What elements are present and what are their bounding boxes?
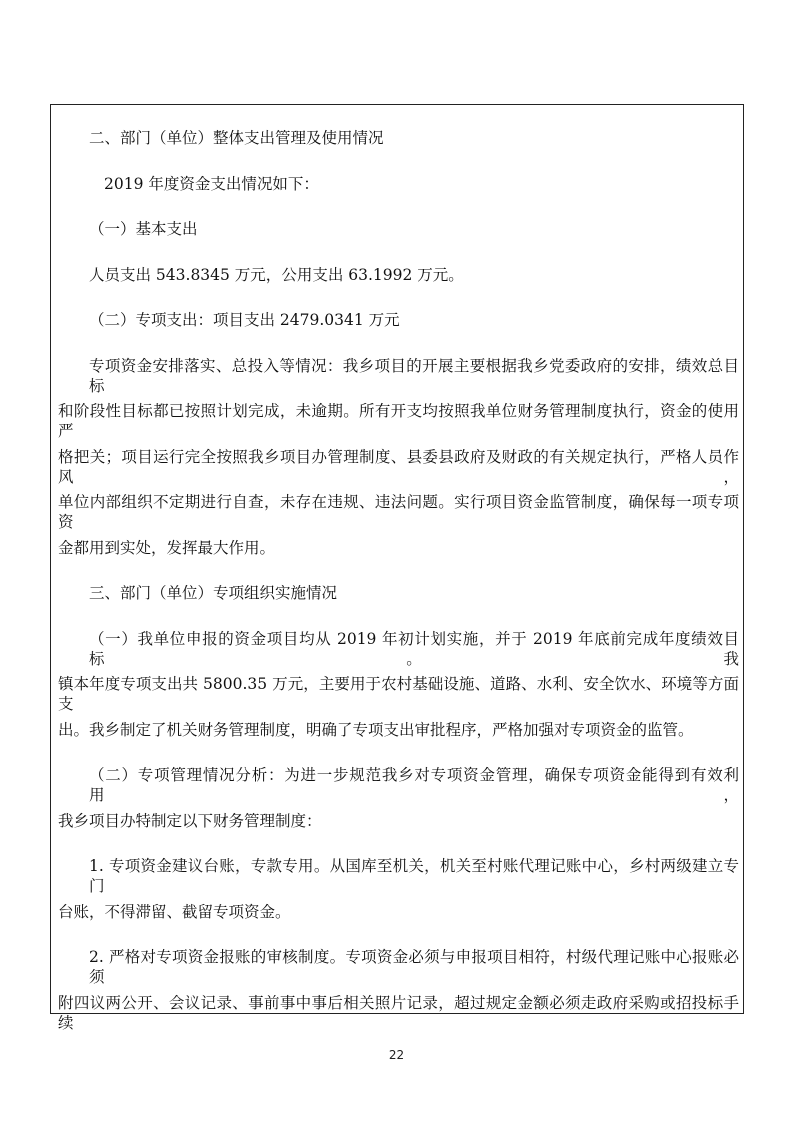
list-item-2: 2. 严格对专项资金报账的审核制度。专项资金必须与申报项目相符，村级代理记账中心报账必须 bbox=[89, 948, 739, 986]
paragraph-line: 单位内部组织不定期进行自查，未存在违规、违法问题。实行项目资金监管制度，确保每一项专项资 bbox=[58, 493, 739, 531]
section-heading-3: 三、部门（单位）专项组织实施情况 bbox=[89, 584, 338, 602]
list-item-1: 1. 专项资金建议台账，专款专用。从国库至机关，机关至村账代理记账中心，乡村两级建立专门 bbox=[89, 857, 739, 895]
paragraph-line: 出。我乡制定了机关财务管理制度，明确了专项支出审批程序，严格加强对专项资金的监管。 bbox=[58, 721, 694, 739]
paragraph-line: 人员支出 543.8345 万元，公用支出 63.1992 万元。 bbox=[89, 266, 464, 284]
list-item-2-cont: 附四议两公开、会议记录、事前事中事后相关照片记录，超过规定金额必须走政府采购或招投标手续 bbox=[58, 994, 739, 1032]
subheading-special-expenditure: （二）专项支出：项目支出 2479.0341 万元 bbox=[89, 311, 400, 329]
paragraph-line: 专项资金安排落实、总投入等情况：我乡项目的开展主要根据我乡党委政府的安排，绩效总目标 bbox=[89, 357, 739, 395]
paragraph-line: （一）我单位申报的资金项目均从 2019 年初计划实施，并于 2019 年底前完成年度绩效目标。我 bbox=[89, 630, 739, 668]
paragraph-line: 我乡项目办特制定以下财务管理制度： bbox=[58, 812, 322, 830]
paragraph-line: 和阶段性目标都已按照计划完成，未逾期。所有开支均按照我单位财务管理制度执行，资金的使用严 bbox=[58, 402, 739, 440]
paragraph-line: （二）专项管理情况分析：为进一步规范我乡对专项资金管理，确保专项资金能得到有效利用， bbox=[89, 766, 739, 804]
subheading-basic-expenditure: （一）基本支出 bbox=[89, 220, 198, 238]
page-number: 22 bbox=[388, 1048, 405, 1062]
paragraph-line: 金都用到实处，发挥最大作用。 bbox=[58, 539, 276, 557]
paragraph-line: 镇本年度专项支出共 5800.35 万元，主要用于农村基础设施、道路、水利、安全饮水、环境等方面支 bbox=[58, 675, 739, 713]
section-heading-2: 二、部门（单位）整体支出管理及使用情况 bbox=[89, 129, 384, 147]
paragraph-line: 格把关；项目运行完全按照我乡项目办管理制度、县委县政府及财政的有关规定执行，严格人员作风， bbox=[58, 448, 739, 486]
paragraph-line: 2019 年度资金支出情况如下： bbox=[104, 175, 319, 193]
list-item-1-cont: 台账，不得滞留、截留专项资金。 bbox=[58, 903, 291, 921]
